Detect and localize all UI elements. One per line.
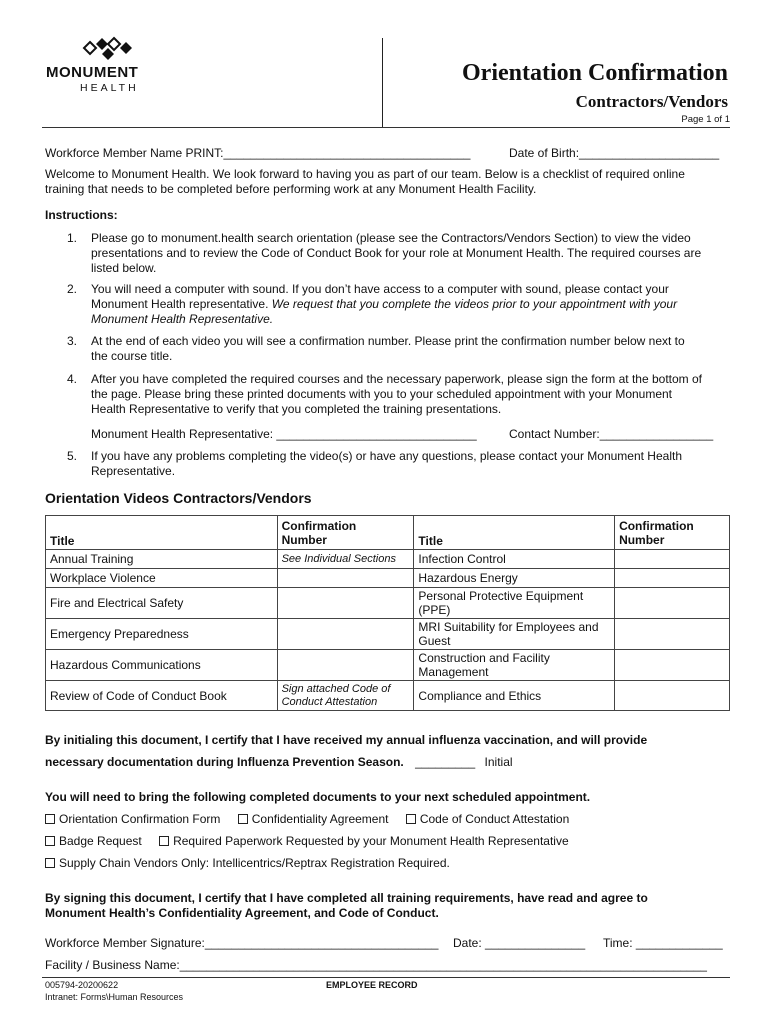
instruction-3-num: 3.	[67, 334, 78, 348]
instruction-4-line-2: the page. Please bring these printed documents with you to your scheduled appointment with your Monument	[91, 387, 673, 401]
header-rule	[42, 127, 730, 128]
doc-checkbox-2[interactable]	[238, 812, 389, 826]
checkbox-icon	[45, 814, 55, 824]
right-conf[interactable]	[615, 681, 730, 711]
page-number: Page 1 of 1	[681, 114, 730, 125]
checkbox-icon	[45, 836, 55, 846]
flu-initial-blank[interactable]: _________	[415, 755, 476, 769]
docs-row-1	[45, 812, 569, 826]
table-row	[46, 650, 730, 681]
doc-label-5: Required Paperwork Requested by your Monument Health Representative	[173, 834, 569, 848]
instruction-1-line-3: listed below.	[91, 261, 157, 275]
instruction-5-line-2: Representative.	[91, 464, 176, 478]
left-title: Workplace Violence	[46, 569, 278, 588]
left-conf[interactable]	[277, 619, 414, 650]
checkbox-icon	[159, 836, 169, 846]
logo-sub: HEALTH	[80, 82, 139, 94]
instruction-4-line-3: Health Representative to verify that you completed the training presentations.	[91, 402, 502, 416]
instruction-1-line-2: presentations and to review the Code of Conduct Book for your role at Monument Health. The required courses are	[91, 246, 702, 260]
instruction-3-line-1: At the end of each video you will see a confirmation number. Please print the confirmation number below next to	[91, 334, 685, 348]
doc-checkbox-1[interactable]	[45, 812, 220, 826]
instruction-4-num: 4.	[67, 372, 78, 386]
right-conf[interactable]	[615, 619, 730, 650]
right-title: Personal Protective Equipment (PPE)	[414, 588, 615, 619]
left-conf[interactable]: See Individual Sections	[277, 550, 414, 569]
doc-checkbox-4[interactable]	[45, 834, 142, 848]
right-title: MRI Suitability for Employees and Guest	[414, 619, 615, 650]
footer-path: Intranet: Forms\Human Resources	[45, 992, 184, 1002]
instruction-3-line-2: the course title.	[91, 349, 173, 363]
doc-checkbox-6[interactable]	[45, 856, 450, 870]
checkbox-icon	[45, 858, 55, 868]
footer-rule	[42, 977, 730, 978]
right-title: Construction and Facility Management	[414, 650, 615, 681]
flu-line-2	[45, 755, 513, 769]
left-title: Emergency Preparedness	[46, 619, 278, 650]
left-conf[interactable]	[277, 588, 414, 619]
signature-field[interactable]: Workforce Member Signature:___________________________________	[45, 936, 439, 950]
col-confirm-right-2: Number	[619, 532, 665, 547]
instruction-5-num: 5.	[67, 449, 78, 463]
col-title-right: Title	[414, 516, 615, 550]
header-divider	[382, 38, 383, 128]
instruction-4-line-1: After you have completed the required courses and the necessary paperwork, please sign the form at the bottom of	[91, 372, 703, 386]
checkbox-icon	[406, 814, 416, 824]
col-confirm-right-1: Confirmation	[619, 518, 694, 533]
right-conf[interactable]	[615, 650, 730, 681]
left-title: Hazardous Communications	[46, 650, 278, 681]
col-confirm-left-1: Confirmation	[281, 518, 357, 533]
right-title: Hazardous Energy	[414, 569, 615, 588]
doc-label-2: Confidentiality Agreement	[251, 812, 389, 826]
table-row	[46, 588, 730, 619]
dob-field[interactable]: Date of Birth:_____________________	[509, 146, 720, 160]
doc-label-4: Badge Request	[59, 834, 142, 848]
doc-label-6: Supply Chain Vendors Only: Intellicentrics/Reptrax Registration Required.	[59, 856, 450, 870]
doc-checkbox-5[interactable]	[159, 834, 569, 848]
docs-row-2	[45, 834, 569, 848]
doc-label-3: Code of Conduct Attestation	[419, 812, 570, 826]
date-field[interactable]: Date: _______________	[453, 936, 586, 950]
left-conf[interactable]	[277, 650, 414, 681]
page-subtitle: Contractors/Vendors	[575, 92, 728, 111]
logo-name: MONUMENT	[46, 64, 139, 81]
instruction-2-line-1: You will need a computer with sound. If you don’t have access to a computer with sound, please contact your	[91, 282, 669, 296]
footer-code: 005794-20200622	[45, 980, 119, 990]
logo	[46, 36, 176, 96]
left-conf[interactable]	[277, 569, 414, 588]
instructions-heading: Instructions:	[45, 208, 118, 222]
docs-row-3	[45, 856, 450, 870]
table-row	[46, 619, 730, 650]
doc-label-1: Orientation Confirmation Form	[59, 812, 221, 826]
logo-diamonds-icon	[82, 36, 142, 62]
member-name-field[interactable]: Workforce Member Name PRINT:_____________________________________	[45, 146, 471, 160]
col-confirm-right	[615, 516, 730, 550]
checkbox-icon	[238, 814, 248, 824]
sign-line-2: Monument Health’s Confidentiality Agreement, and Code of Conduct.	[45, 906, 439, 920]
instruction-2-num: 2.	[67, 282, 78, 296]
table-row	[46, 681, 730, 711]
instruction-2-line-2-normal: Monument Health representative.	[91, 297, 272, 311]
welcome-line-1: Welcome to Monument Health. We look forward to having you as part of our team. Below is a checklist of required online	[45, 167, 685, 181]
right-conf[interactable]	[615, 569, 730, 588]
col-confirm-left	[277, 516, 414, 550]
sign-line-1: By signing this document, I certify that I have completed all training requirements, have read and agree to	[45, 891, 648, 905]
doc-checkbox-3[interactable]	[406, 812, 569, 826]
flu-line-2-text: necessary documentation during Influenza Prevention Season.	[45, 755, 404, 769]
videos-table	[45, 515, 730, 711]
right-conf[interactable]	[615, 588, 730, 619]
facility-field[interactable]: Facility / Business Name:_______________________________________________________________________________	[45, 958, 707, 972]
flu-line-1: By initialing this document, I certify that I have received my annual influenza vaccination, and will provide	[45, 733, 648, 747]
welcome-line-2: training that needs to be completed before performing work at any Monument Health Facility.	[45, 182, 537, 196]
right-title: Infection Control	[414, 550, 615, 569]
left-title: Fire and Electrical Safety	[46, 588, 278, 619]
left-conf[interactable]: Sign attached Code of Conduct Attestation	[277, 681, 414, 711]
left-title: Annual Training	[46, 550, 278, 569]
col-title-left: Title	[46, 516, 278, 550]
flu-initial-label: Initial	[484, 755, 513, 769]
instruction-2-line-3: Monument Health Representative.	[91, 312, 274, 326]
table-row	[46, 569, 730, 588]
time-field[interactable]: Time: _____________	[603, 936, 723, 950]
docs-heading: You will need to bring the following completed documents to your next scheduled appointment.	[45, 790, 591, 804]
left-title: Review of Code of Conduct Book	[46, 681, 278, 711]
right-title: Compliance and Ethics	[414, 681, 615, 711]
contact-number-field[interactable]: Contact Number:_________________	[509, 427, 714, 441]
instruction-1-line-1: Please go to monument.health search orientation (please see the Contractors/Vendors Section) to view the video	[91, 231, 691, 245]
page-title: Orientation Confirmation	[462, 60, 728, 86]
footer-record: EMPLOYEE RECORD	[326, 980, 418, 990]
col-confirm-left-2: Number	[281, 532, 327, 547]
right-conf[interactable]	[615, 550, 730, 569]
instruction-2-line-2-italic: We request that you complete the videos prior to your appointment with your	[271, 297, 678, 311]
instruction-1-num: 1.	[67, 231, 78, 245]
instruction-5-line-1: If you have any problems completing the video(s) or have any questions, please contact your Monument Health	[91, 449, 682, 463]
representative-field[interactable]: Monument Health Representative: ______________________________	[91, 427, 477, 441]
videos-heading: Orientation Videos Contractors/Vendors	[45, 490, 312, 506]
table-row	[46, 550, 730, 569]
instruction-2-line-2	[91, 297, 677, 311]
table-header-row	[46, 516, 730, 550]
